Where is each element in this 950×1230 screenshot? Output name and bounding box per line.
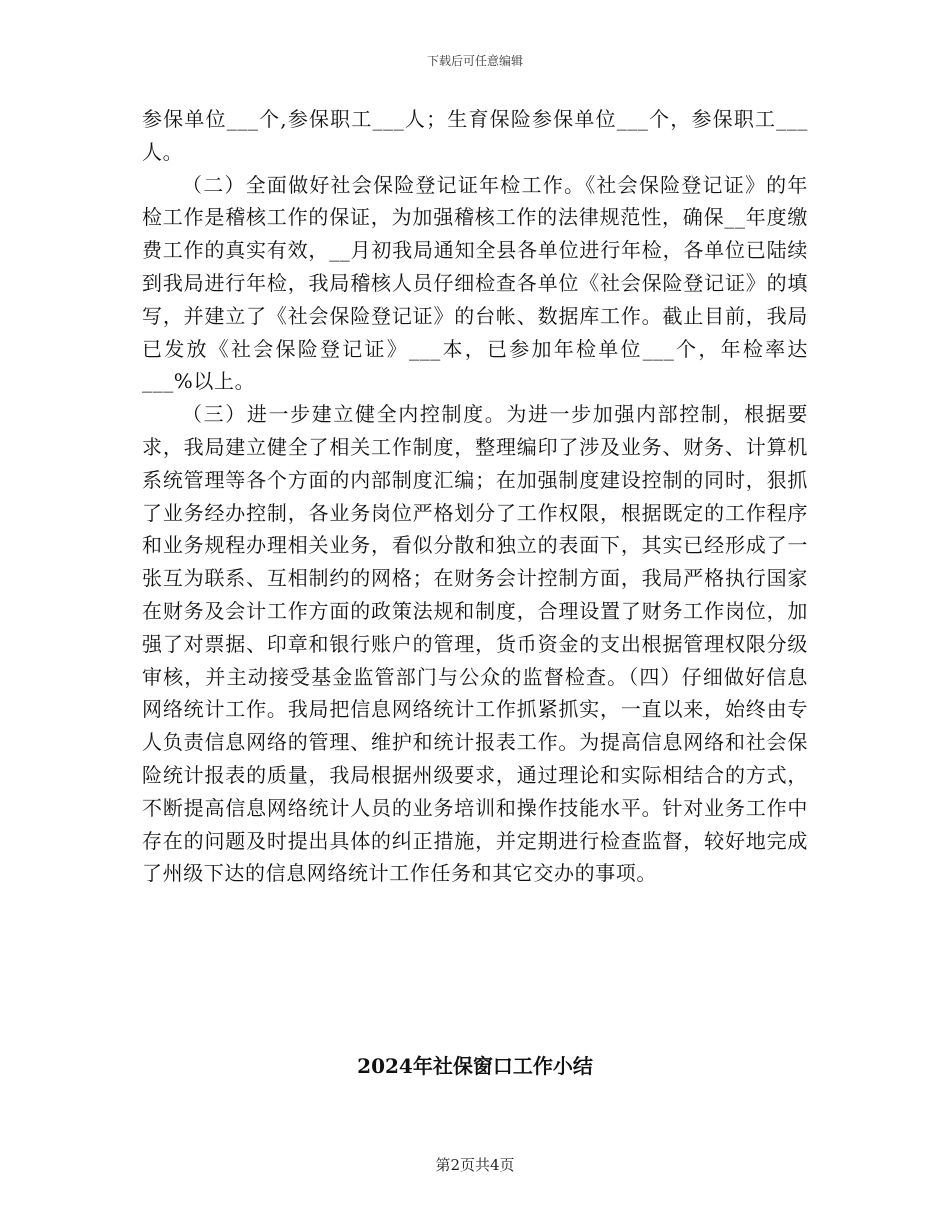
paragraph-3: （三）进一步建立健全内控制度。为进一步加强内部控制，根据要求，我局建立健全了相关工作制度，整理编印了涉及业务、财务、计算机系统管理等各个方面的内部制度汇编；在加强制度建设控制的同时，狠抓了业务经办控制，各业务岗位严格划分了工作权限，根据既定的工作程序和业务规程办理相关业务，看似分散和独立的表面下，其实已经形成了一张互为联系、互相制约的网格；在财务会计控制方面，我局严格执行国家在财务及会计工作方面的政策法规和制度，合理设置了财务工作岗位，加强了对票据、印章和银行账户的管理，货币资金的支出根据管理权限分级审核，并主动接受基金监管部门与公众的监督检查。（四）仔细做好信息网络统计工作。我局把信息网络统计工作抓紧抓实，一直以来，始终由专人负责信息网络的管理、维护和统计报表工作。为提高信息网络和社会保险统计报表的质量，我局根据州级要求，通过理论和实际相结合的方式，不断提高信息网络统计人员的业务培训和操作技能水平。针对业务工作中存在的问题及时提出具体的纠正措施，并定期进行检查监督，较好地完成了州级下达的信息网络统计工作任务和其它交办的事项。 [142, 402, 808, 886]
paragraph-2: （二）全面做好社会保险登记证年检工作。《社会保险登记证》的年检工作是稽核工作的保证，为加强稽核工作的法律规范性，确保__年度缴费工作的真实有效，__月初我局通知全县各单位进行年检，各单位已陆续到我局进行年检，我局稽核人员仔细检查各单位《社会保险登记证》的填写，并建立了《社会保险登记证》的台帐、数据库工作。截止目前，我局已发放《社会保险登记证》___本，已参加年检单位___个，年检率达___%以上。 [142, 172, 808, 394]
document-body [142, 103, 808, 890]
paragraph-1: 参保单位___个,参保职工___人；生育保险参保单位___个，参保职工___人。 [142, 107, 808, 164]
page-header-note: 下载后可任意编辑 [426, 54, 523, 68]
page-footer: 第2页共4页 [435, 1156, 515, 1174]
section-title: 2024年社保窗口工作小结 [357, 1054, 593, 1078]
